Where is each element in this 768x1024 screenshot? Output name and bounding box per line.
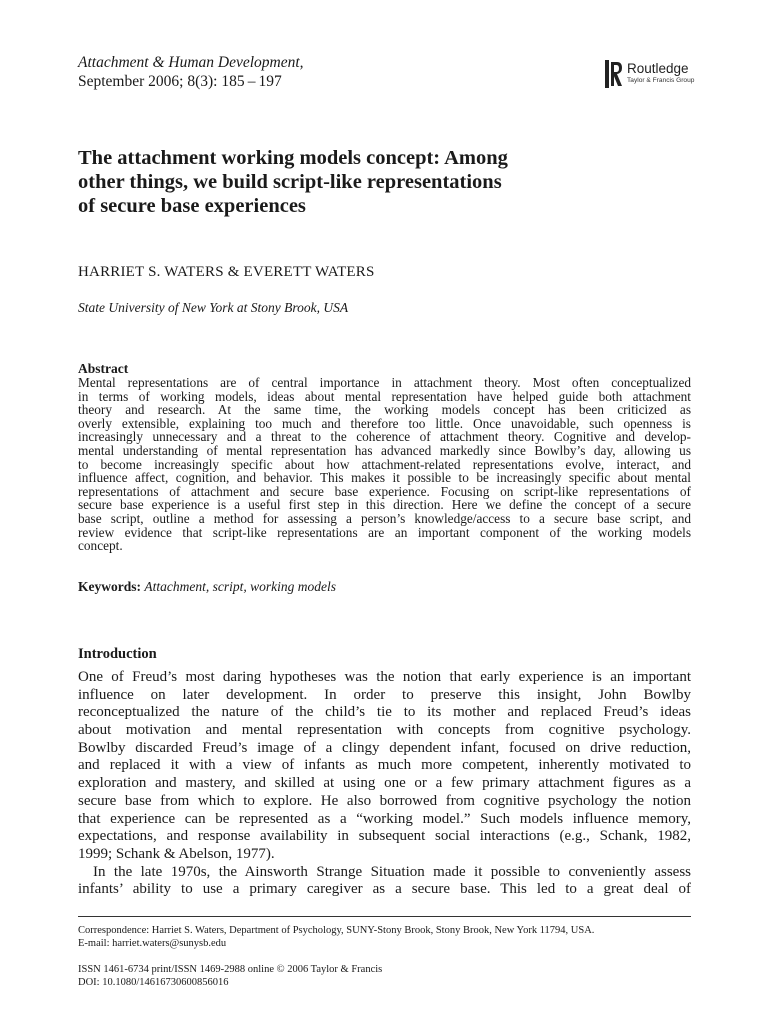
doi-text: DOI: 10.1080/14616730600856016	[78, 977, 229, 988]
abstract-line: theory and research. At the same time, the working models concept has been criticized as	[78, 402, 691, 418]
abstract-text	[78, 376, 691, 553]
publisher-logo	[605, 60, 715, 90]
email-text: E-mail: harriet.waters@sunysb.edu	[78, 938, 227, 949]
body-line: Bowlby discarded Freud’s image of a clingy dependent infant, focused on drive reduction,	[78, 739, 691, 756]
body-line: secure base from which to explore. He also borrowed from cognitive psychology the notion	[78, 792, 691, 809]
correspondence-footnote	[78, 924, 594, 950]
abstract-line: review evidence that script-like representations are an important component of the working models	[78, 524, 691, 540]
body-line: and replaced it with a view of infants as much more competent, inherently motivated to	[78, 757, 691, 774]
article-title	[78, 146, 638, 218]
journal-citation	[78, 53, 304, 91]
affiliation: State University of New York at Stony Brook, USA	[78, 300, 349, 315]
abstract-heading: Abstract	[78, 361, 129, 376]
title-line: of secure base experiences	[78, 195, 306, 217]
title-line: The attachment working models concept: Among	[78, 147, 508, 169]
body-line: 1999; Schank & Abelson, 1977).	[78, 845, 275, 862]
introduction-heading: Introduction	[78, 646, 157, 662]
correspondence-text: Correspondence: Harriet S. Waters, Department of Psychology, SUNY-Stony Brook, Stony Brook, New York 11794, USA.	[78, 925, 595, 936]
routledge-logo-icon	[605, 60, 623, 88]
keywords-list: Attachment, script, working models	[144, 579, 336, 594]
authors: HARRIET S. WATERS & EVERETT WATERS	[78, 264, 375, 280]
keywords-label: Keywords:	[78, 579, 141, 594]
journal-issue: September 2006; 8(3): 185 – 197	[78, 73, 282, 90]
body-line: In the late 1970s, the Ainsworth Strange Situation made it possible to conveniently assess	[78, 863, 691, 880]
body-line: that experience can be represented as a “working model.” Such models influence memory,	[78, 810, 691, 827]
introduction-text	[78, 669, 691, 899]
journal-name: Attachment & Human Development,	[78, 54, 304, 71]
abstract-line: influence affect, cognition, and behavior. This makes it possible to be increasingly specific about mental	[78, 470, 691, 486]
footnote-divider	[78, 916, 691, 917]
abstract-line: secure base experience is a useful first step in this direction. Here we define the concept of a secure	[78, 497, 691, 513]
abstract-line: Mental representations are of central importance in attachment theory. Most often conceptualized	[78, 375, 691, 390]
abstract-line: base script, outline a method for assessing a person’s knowledge/access to a secure base script, and	[78, 510, 691, 526]
body-line: infants’ ability to use a primary caregiver as a secure base. This led to a great deal of	[78, 881, 691, 898]
abstract-line: concept.	[78, 538, 123, 554]
publisher-group: Taylor & Francis Group	[627, 77, 695, 84]
abstract-line: to become increasingly specific about how attachment-related representations evolve, interact, and	[78, 456, 691, 472]
body-line: expectations, and response availability in subsequent social interactions (e.g., Schank, 1982,	[78, 828, 691, 845]
body-line: about motivation and mental representation with concepts from cognitive psychology.	[78, 722, 691, 739]
abstract-line: increasingly unnecessary and a threat to the coherence of attachment theory. Cognitive and develop-	[78, 429, 691, 445]
abstract-line: in terms of working models, ideas about mental representation have helped guide both attachment	[78, 388, 691, 404]
keywords	[78, 579, 336, 595]
abstract-line: representations of attachment and secure base experience. Focusing on script-like representations of	[78, 483, 691, 499]
title-line: other things, we build script-like representations	[78, 171, 502, 193]
publisher-name: Routledge	[627, 61, 689, 76]
body-line: exploration and mastery, and skilled at using one or a few primary attachment figures as a	[78, 775, 691, 792]
body-line: influence on later development. In order to preserve this insight, John Bowlby	[78, 686, 691, 703]
abstract-line: overly extensible, explaining too much and therefore too little. Once unavoidable, such openness is	[78, 415, 691, 431]
issn-block	[78, 963, 382, 989]
body-line: One of Freud’s most daring hypotheses was the notion that early experience is an important	[78, 669, 691, 685]
issn-text: ISSN 1461-6734 print/ISSN 1469-2988 online © 2006 Taylor & Francis	[78, 964, 383, 975]
abstract-line: mental understanding of mental representation has advanced markedly since Bowlby’s day, allowing us	[78, 442, 691, 458]
body-line: reconceptualized the nature of the child’s tie to its mother and replaced Freud’s ideas	[78, 704, 691, 721]
